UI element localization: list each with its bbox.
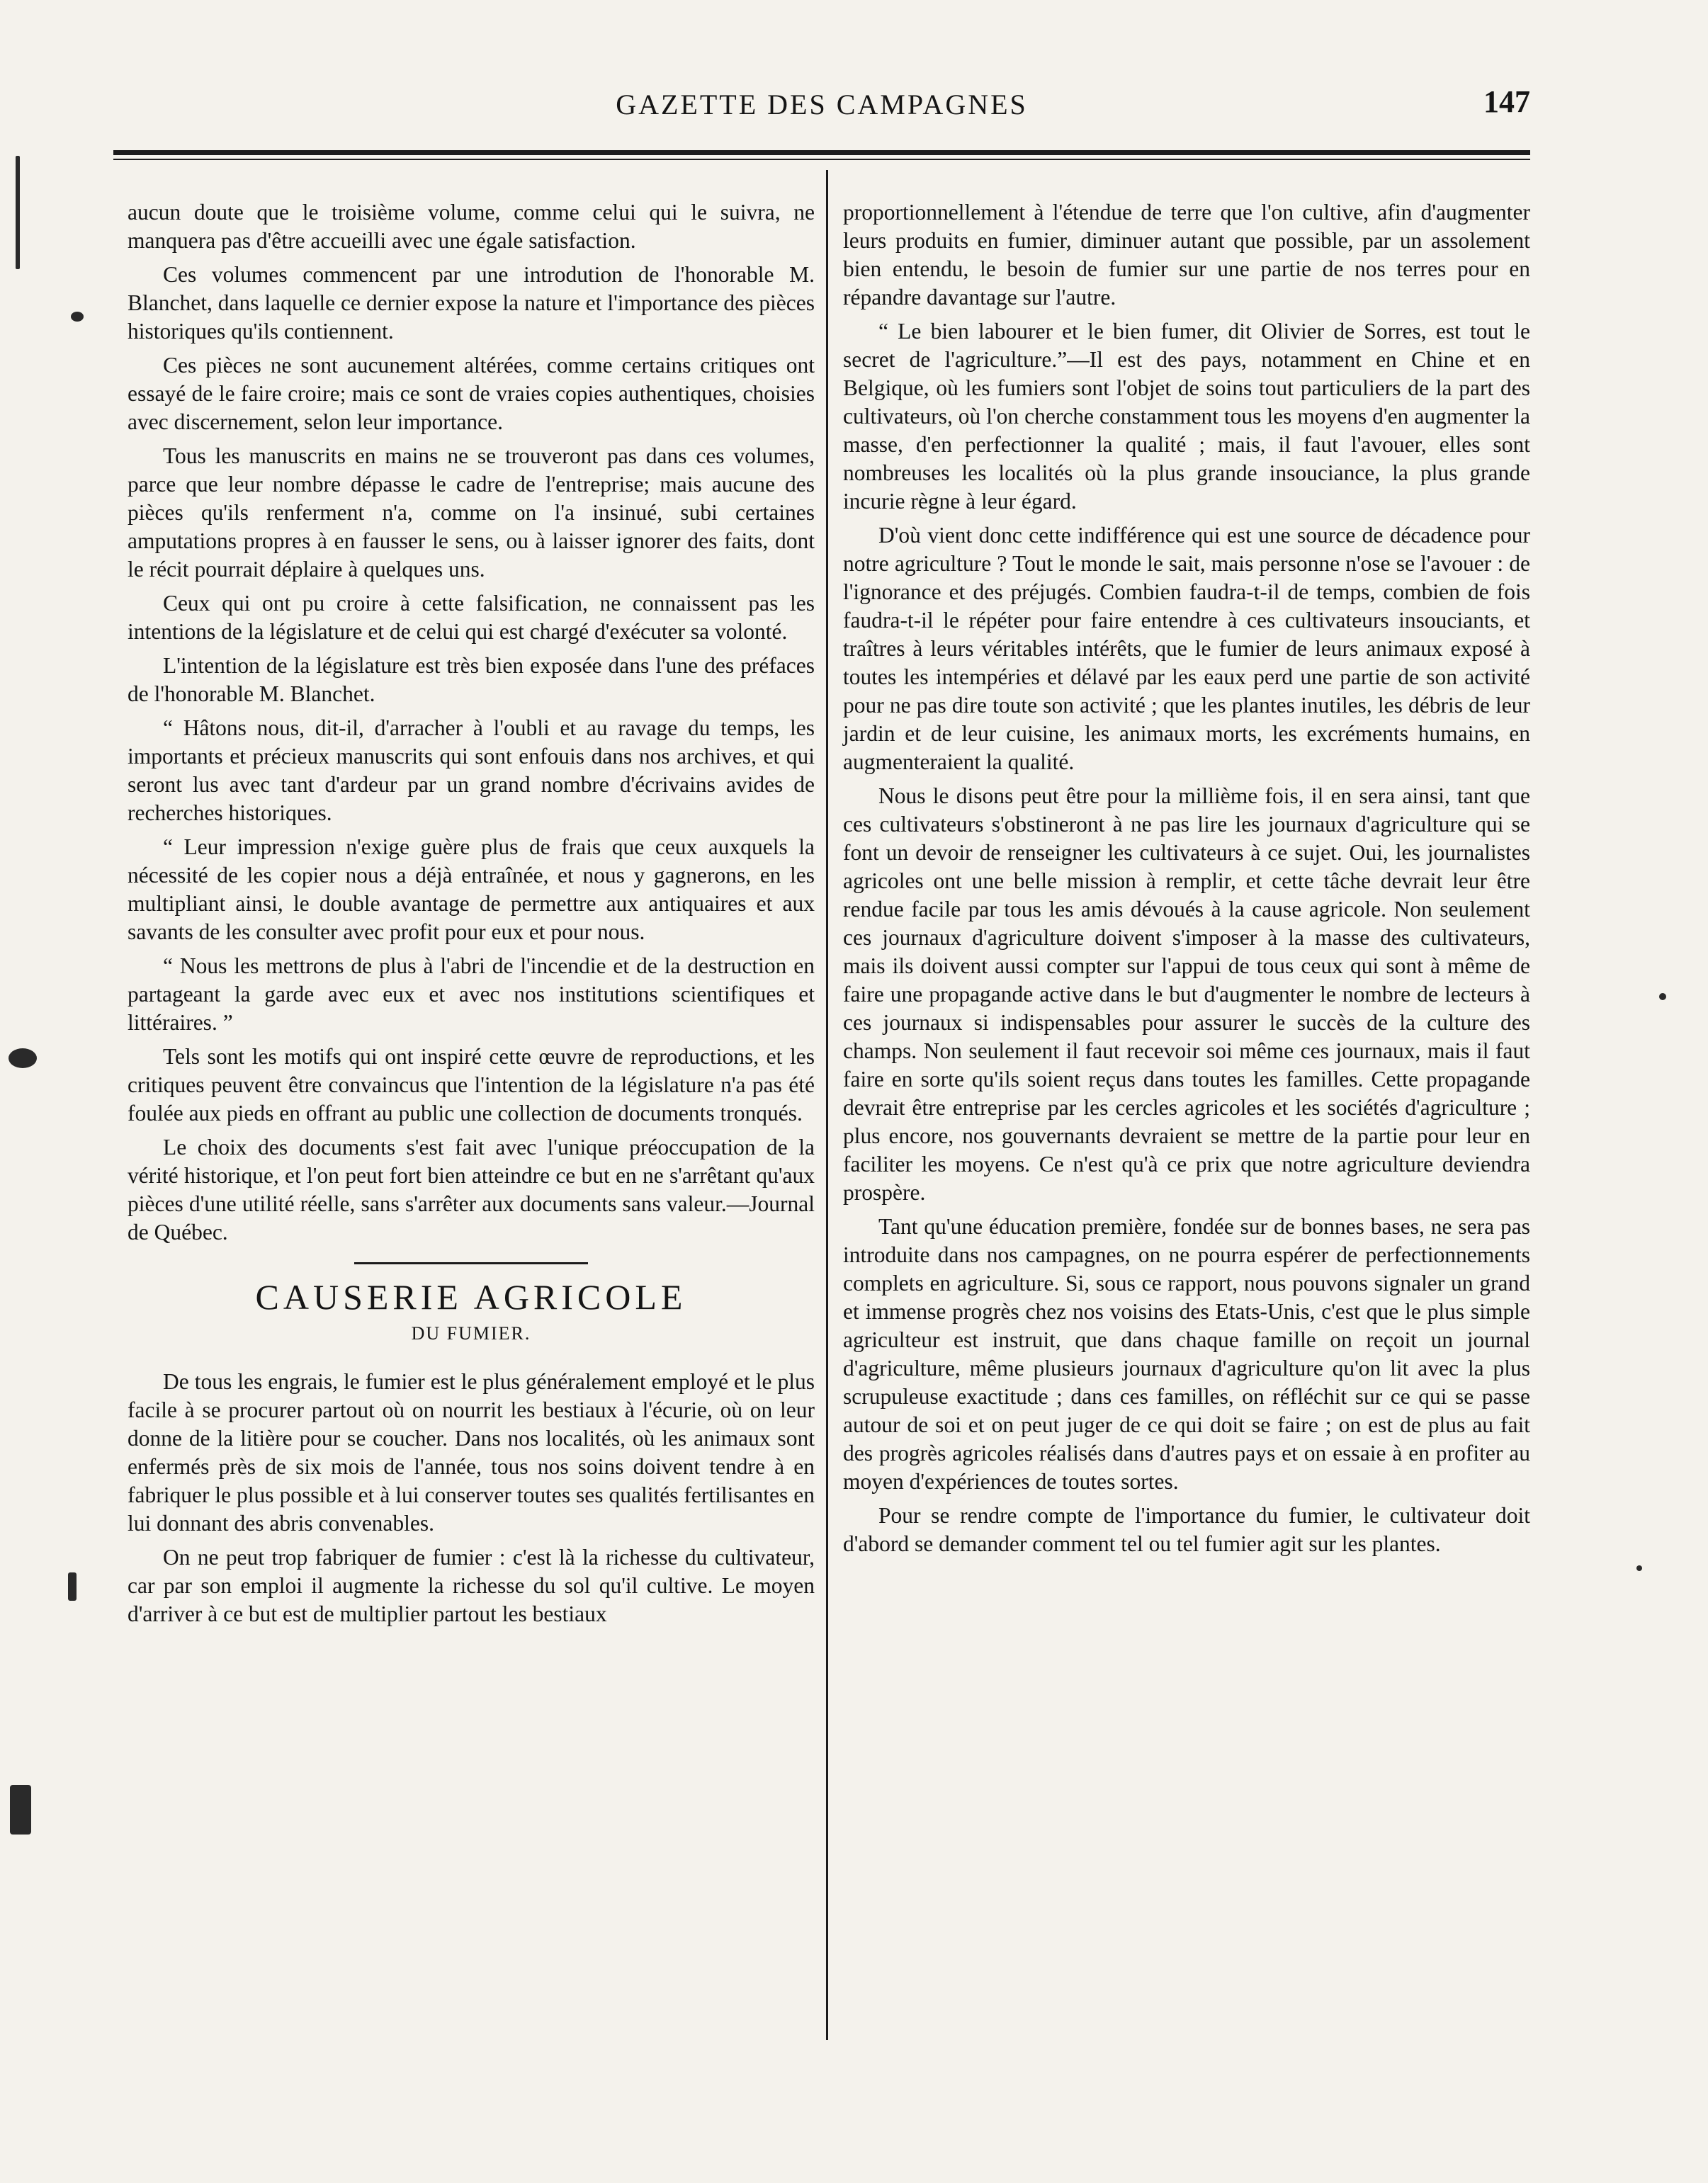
quote-paragraph: “ Leur impression n'exige guère plus de frais que ceux auxquels la nécessité de les copier nous a déjà entraînée, et nous y gagnerons, en les multipliant ainsi, le double avantage de permettre aux antiquaires et aux savants de les consulter avec profit pour eux et pour nous.	[128, 834, 815, 944]
paragraph: L'intention de la législature est très bien exposée dans l'une des préfaces de l'honorable M. Blanchet.	[128, 653, 815, 706]
header-rule-thick	[113, 150, 1530, 155]
page-header	[113, 84, 1530, 126]
paragraph: De tous les engrais, le fumier est le plus généralement employé et le plus facile à se procurer partout où on nourrit les bestiaux à l'écurie, où on leur donne de la litière pour se coucher. Dans nos localités, où les animaux sont enfermés près de six mois de l'année, tous nos soins doivent tendre à en fabriquer le plus possible et à lui conserver toutes ses qualités fertilisantes en lui donnant des abris convenables.	[128, 1369, 815, 1536]
paragraph: aucun doute que le troisième volume, comme celui qui le suivra, ne manquera pas d'être accueilli avec une égale satisfaction.	[128, 200, 815, 253]
ink-speck	[1659, 993, 1666, 1000]
section-subtitle: DU FUMIER.	[411, 1323, 531, 1344]
paragraph: Le choix des documents s'est fait avec l'unique préoccupation de la vérité historique, et l'on peut fort bien atteindre ce but en ne s'arrêtant qu'aux pièces d'une utilité réelle, sans s'arrêter aux documents sans valeur.—Journal de Québec.	[128, 1135, 815, 1244]
column-separator	[826, 170, 828, 2040]
section-divider	[354, 1262, 588, 1264]
ink-speck	[9, 1048, 37, 1068]
paragraph: Tous les manuscrits en mains ne se trouveront pas dans ces volumes, parce que leur nombre dépasse le cadre de l'entreprise; mais aucune des pièces qu'ils renferment n'a, comme on l'a insinué, subi certaines amputations propres à en fausser le sens, ou à laisser ignorer des faits, dont le récit pourrait déplaire à quelques uns.	[128, 443, 815, 582]
ink-speck	[68, 1572, 77, 1601]
paragraph: Ceux qui ont pu croire à cette falsification, ne connaissent pas les intentions de la législature et de celui qui est chargé d'exécuter sa volonté.	[128, 591, 815, 644]
ink-speck	[1636, 1565, 1642, 1571]
page-number: 147	[1483, 84, 1530, 119]
ink-speck	[16, 156, 20, 269]
paragraph: Ces volumes commencent par une introdution de l'honorable M. Blanchet, dans laquelle ce dernier expose la nature et l'importance des pièces historiques qu'ils contiennent.	[128, 262, 815, 344]
right-column	[843, 198, 1530, 1564]
left-column	[128, 198, 815, 1634]
paragraph: On ne peut trop fabriquer de fumier : c'est là la richesse du cultivateur, car par son emploi il augmente la richesse du sol qu'il cultive. Le moyen d'arriver à ce but est de multiplier partout les bestiaux	[128, 1545, 815, 1626]
quote-paragraph: “ Le bien labourer et le bien fumer, dit Olivier de Sorres, est tout le secret de l'agriculture.”—Il est des pays, notamment en Chine et en Belgique, où les fumiers sont l'objet de soins tout particuliers de la part des cultivateurs, où l'on cherche constamment tous les moyens d'en augmenter la masse, d'en perfectionner la qualité ; mais, il faut l'avouer, elles sont nombreuses les localités où la plus grande insouciance, la plus grande incurie règne à leur égard.	[843, 319, 1530, 514]
paragraph: Ces pièces ne sont aucunement altérées, comme certains critiques ont essayé de le faire croire; mais ce sont de vraies copies authentiques, choisies avec discernement, selon leur importance.	[128, 353, 815, 434]
quote-paragraph: “ Nous les mettrons de plus à l'abri de l'incendie et de la destruction en partageant la garde avec eux et avec nos institutions scientifiques et littéraires. ”	[128, 953, 815, 1035]
gazette-title: GAZETTE DES CAMPAGNES	[616, 89, 1028, 120]
ink-speck	[71, 312, 84, 322]
paragraph: Tels sont les motifs qui ont inspiré cette œuvre de reproductions, et les critiques peuvent être convaincus que l'intention de la législature n'a pas été foulée aux pieds en offrant au public une collection de documents tronqués.	[128, 1044, 815, 1125]
ink-speck	[10, 1785, 31, 1835]
paragraph: D'où vient donc cette indifférence qui est une source de décadence pour notre agriculture ? Tout le monde le sait, mais personne n'ose se l'avouer : de l'ignorance et des préjugés. Combien faudra-t-il de temps, combien de fois faudra-t-il le répéter pour faire entendre à ces cultivateurs insouciants, et traîtres à leurs véritables intérêts, que le fumier de leurs animaux exposé à toutes les intempéries et délavé par les eaux perd une partie de son activité pour ne pas dire toute son activité ; que les plantes inutiles, les débris de leur jardin et de leur cuisine, les animaux morts, les excréments humains, en augmenteraient la qualité.	[843, 523, 1530, 774]
header-rule-thin	[113, 159, 1530, 160]
quote-paragraph: “ Hâtons nous, dit-il, d'arracher à l'oubli et au ravage du temps, les importants et précieux manuscrits qui sont enfouis dans nos archives, et qui seront lus avec tant d'ardeur par un grand nombre d'écrivains avides de recherches historiques.	[128, 715, 815, 825]
paragraph: Tant qu'une éducation première, fondée sur de bonnes bases, ne sera pas introduite dans nos campagnes, on ne pourra espérer de perfectionnements complets en agriculture. Si, sous ce rapport, nous pouvons signaler un grand et immense progrès chez nos voisins des Etats-Unis, c'est que le plus simple agriculteur est instruit, que dans chaque famille on reçoit un journal d'agriculture, même plusieurs journaux d'agriculture qu'on lit avec la plus scrupuleuse exactitude ; dans ces familles, on réfléchit sur ce qui se passe autour de soi et on peut juger de ce qui doit se faire ; on est de plus au fait des progrès agricoles réalisés dans d'autres pays et on essaie à en profiter au moyen d'expériences de toutes sortes.	[843, 1214, 1530, 1494]
paragraph: Pour se rendre compte de l'importance du fumier, le cultivateur doit d'abord se demander comment tel ou tel fumier agit sur les plantes.	[843, 1503, 1530, 1556]
paragraph: proportionnellement à l'étendue de terre que l'on cultive, afin d'augmenter leurs produits en fumier, diminuer autant que possible, par un assolement bien entendu, le besoin de fumier sur une partie de nos terres pour en répandre davantage sur l'autre.	[843, 200, 1530, 310]
section-title: CAUSERIE AGRICOLE	[255, 1277, 687, 1317]
paragraph: Nous le disons peut être pour la millième fois, il en sera ainsi, tant que ces cultivateurs s'obstineront à ne pas lire les journaux d'agriculture qui se font un devoir de renseigner les cultivateurs à ce sujet. Oui, les journalistes agricoles ont une belle mission à remplir, et cette tâche devrait leur être rendue facile par tous les amis dévoués à la cause agricole. Non seulement ces journaux d'agriculture doivent s'imposer à la masse des cultivateurs, mais ils doivent aussi compter sur l'appui de tous ceux qui sont à même de faire une propagande active dans le but d'augmenter le nombre de lecteurs à ces journaux si indispensables pour assurer le succès de la culture des champs. Non seulement il faut recevoir soi même ces journaux, mais il faut faire en sorte qu'ils soient reçus dans toutes les familles. Cette propagande devrait être entreprise par les cercles agricoles et les sociétés d'agriculture ; plus encore, nos gouvernants devraient se mettre de la partie pour leur en faciliter les moyens. Ce n'est qu'à ce prix que notre agriculture deviendra prospère.	[843, 783, 1530, 1205]
